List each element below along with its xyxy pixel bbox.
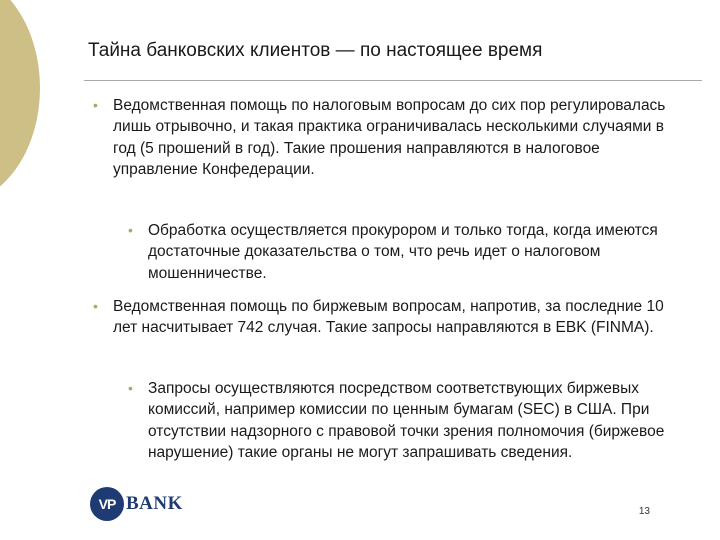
- bullet-icon: •: [128, 222, 133, 238]
- logo-wordmark: BANK: [126, 493, 183, 514]
- bullet-icon: •: [128, 380, 133, 396]
- bullet-text: Обработка осуществляется прокурором и только тогда, когда имеются достаточные доказательства о том, что речь идет о налоговом мошенничестве.: [148, 222, 658, 282]
- bullet-text: Запросы осуществляются посредством соответствующих биржевых комиссий, например комиссии по ценным бумагам (SEC) в США. При отсутствии надзорного с правовой точки зрения полномочия (биржевое нарушение) такие органы не могут запрашивать сведения.: [148, 380, 665, 461]
- slide-title: Тайна банковских клиентов — по настоящее время: [88, 40, 543, 61]
- bullet-text: Ведомственная помощь по налоговым вопросам до сих пор регулировалась лишь отрывочно, и такая практика ограничивалась несколькими случаями в год (5 прошений в год). Такие прошения направляются в налоговое управление Конфедерации.: [113, 97, 666, 178]
- decorative-arc: [0, 0, 40, 204]
- page-number: 13: [638, 506, 650, 517]
- logo-mark: VP: [90, 487, 124, 521]
- title-divider: [84, 80, 702, 81]
- sub-bullet-item-1: [128, 220, 668, 284]
- sub-bullet-item-2: [128, 378, 668, 463]
- bullet-icon: •: [93, 97, 98, 113]
- bullet-item-2: [93, 296, 673, 339]
- bullet-item-1: [93, 95, 673, 180]
- bullet-icon: •: [93, 298, 98, 314]
- bullet-text: Ведомственная помощь по биржевым вопросам, напротив, за последние 10 лет насчитывает 742 случая. Такие запросы направляются в EBK (FINMA).: [113, 298, 664, 337]
- vp-bank-logo: [90, 487, 183, 521]
